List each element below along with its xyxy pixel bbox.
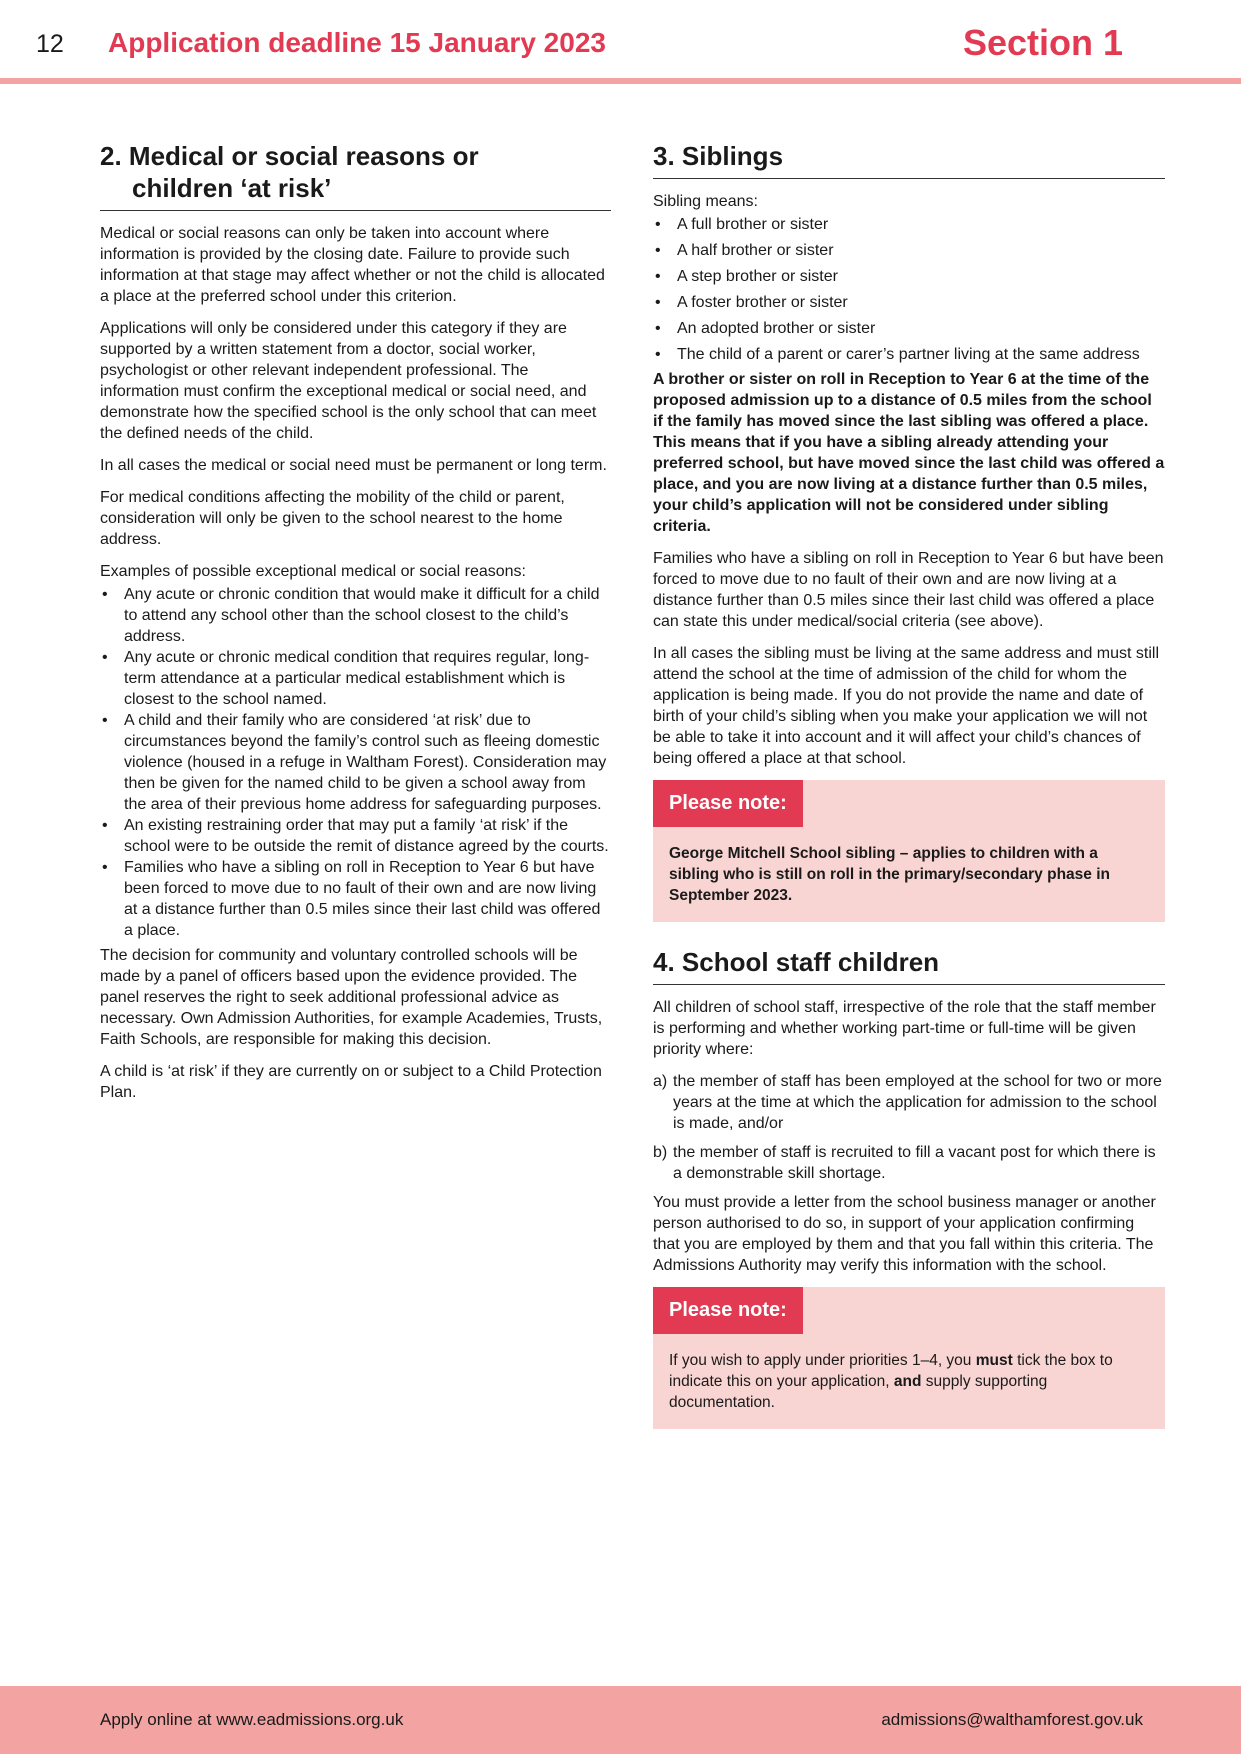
- note-emphasis-and: and: [893, 1373, 922, 1390]
- staff-children-heading: 4. School staff children: [653, 946, 1165, 985]
- medical-para-1: Medical or social reasons can only be taken into account where information is provided by the closing date. Failure to provide such information at that stage may affect whether or not the child is allocated a place at the preferred school under this criterion.: [100, 225, 605, 305]
- list-item: • A foster brother or sister: [653, 292, 1165, 313]
- list-item: • A full brother or sister: [653, 214, 1165, 235]
- list-item: • The child of a parent or carer’s partner living at the same address: [653, 344, 1165, 365]
- medical-para-2: Applications will only be considered under this category if they are supported by a written statement from a doctor, social worker, psychologist or other relevant independent professional. The information must confirm the exceptional medical or social need, and demonstrate how the specified school is the only school that can meet the defined needs of the child.: [100, 320, 597, 442]
- page-number: 12: [36, 30, 64, 58]
- sibling-distance-rule: A brother or sister on roll in Reception to Year 6 at the time of the proposed admission up to a distance of 0.5 miles from the school if the family has moved since the last sibling was offered a place. This means that if you have a sibling already attending your preferred school, but have moved since the last child was offered a place, and you are now living at a distance further than 0.5 miles, your child’s application will not be considered under sibling criteria.: [653, 371, 1165, 535]
- families-moved-para: Families who have a sibling on roll in Reception to Year 6 but have been forced to move due to no fault of their own and are now living at a distance further than 0.5 miles since their last child was offered a place can state this under medical/social criteria (see above).: [653, 550, 1164, 630]
- note-label: Please note:: [653, 780, 803, 827]
- at-risk-definition: A child is ‘at risk’ if they are currently on or subject to a Child Protection Plan.: [100, 1063, 602, 1101]
- application-deadline: Application deadline 15 January 2023: [108, 27, 606, 58]
- note-emphasis-must: must: [975, 1352, 1013, 1369]
- note-text: George Mitchell School sibling – applies to children with a sibling who is still on roll in the primary/secondary phase in September 2023.: [669, 845, 1110, 904]
- note-text-part: tick the box to indicate this on your application,: [669, 1352, 1113, 1390]
- list-item: • Any acute or chronic condition that would make it difficult for a child to attend any school other than the school closest to the child’s address.: [100, 584, 611, 647]
- sibling-list: [653, 214, 1165, 365]
- sibling-means: Sibling means:: [653, 193, 758, 210]
- list-item: • Any acute or chronic medical condition that requires regular, long-term attendance at a particular medical establishment which is closest to the school named.: [100, 647, 611, 710]
- examples-intro: Examples of possible exceptional medical or social reasons:: [100, 563, 526, 580]
- medical-para-3: In all cases the medical or social need must be permanent or long term.: [100, 457, 607, 474]
- header-divider: [0, 78, 1241, 84]
- list-item: [653, 1142, 1165, 1184]
- admissions-email-link[interactable]: admissions@walthamforest.gov.uk: [881, 1710, 1143, 1729]
- note-text: [653, 1350, 1165, 1413]
- page-header: [0, 0, 1241, 80]
- examples-list: [100, 584, 611, 941]
- apply-online-link[interactable]: Apply online at www.eadmissions.org.uk: [100, 1710, 404, 1729]
- note-box-siblings: [653, 780, 1165, 922]
- sibling-same-address-para: In all cases the sibling must be living at the same address and must still attend the school at the time of admission of the child for whom the application is being made. If you do not provide the name and date of birth of your child’s sibling when you make your application we will not be able to take it into account and it will affect your child’s chances of being offered a place at that school.: [653, 645, 1160, 767]
- list-marker: a): [653, 1073, 668, 1090]
- list-item: • Families who have a sibling on roll in Reception to Year 6 but have been forced to move due to no fault of their own and are now living at a distance further than 0.5 miles since their last child was offered a place.: [100, 857, 611, 941]
- left-column: [100, 140, 611, 1114]
- list-item: [653, 1071, 1165, 1134]
- list-item-text: the member of staff is recruited to fill a vacant post for which there is a demonstrable skill shortage.: [673, 1144, 1156, 1182]
- staff-intro: All children of school staff, irrespective of the role that the staff member is performing and whether working part-time or full-time will be given priority where:: [653, 999, 1156, 1058]
- medical-heading-line1: 2. Medical or social reasons or: [100, 141, 479, 171]
- medical-social-heading: [100, 140, 611, 211]
- decision-para: The decision for community and voluntary controlled schools will be made by a panel of officers based upon the evidence provided. The panel reserves the right to seek additional professional advice as necessary. Own Admission Authorities, for example Academies, Trusts, Faith Schools, are responsible for making this decision.: [100, 947, 603, 1048]
- note-label: Please note:: [653, 1287, 803, 1334]
- list-marker: b): [653, 1144, 668, 1161]
- list-item: • An existing restraining order that may put a family ‘at risk’ if the school were to be outside the remit of distance agreed by the courts.: [100, 815, 611, 857]
- staff-letter-para: You must provide a letter from the school business manager or another person authorised to do so, in support of your application confirming that you are employed by them and that you fall within this criteria. The Admissions Authority may verify this information with the school.: [653, 1194, 1156, 1274]
- medical-heading-line2: children ‘at risk’: [132, 173, 332, 203]
- list-item-text: the member of staff has been employed at the school for two or more years at the time at which the application for admission to the school is made, and/or: [673, 1073, 1162, 1132]
- section-label: Section 1: [962, 22, 1123, 63]
- siblings-heading: 3. Siblings: [653, 140, 1165, 179]
- medical-para-4: For medical conditions affecting the mobility of the child or parent, consideration will only be given to the school nearest to the home address.: [100, 489, 565, 548]
- list-item: • A step brother or sister: [653, 266, 1165, 287]
- page-footer: [0, 1686, 1241, 1754]
- note-text-part: supply supporting documentation.: [669, 1373, 1048, 1411]
- list-item: • An adopted brother or sister: [653, 318, 1165, 339]
- note-text-part: If you wish to apply under priorities 1–4, you: [669, 1352, 976, 1369]
- note-box-priorities: [653, 1287, 1165, 1429]
- right-column: [653, 140, 1165, 1453]
- staff-criteria-list: [653, 1071, 1165, 1184]
- list-item: • A half brother or sister: [653, 240, 1165, 261]
- list-item: • A child and their family who are considered ‘at risk’ due to circumstances beyond the family’s control such as fleeing domestic violence (housed in a refuge in Waltham Forest). Consideration may then be given for the named child to be given a school away from the area of their previous home address for safeguarding purposes.: [100, 710, 611, 815]
